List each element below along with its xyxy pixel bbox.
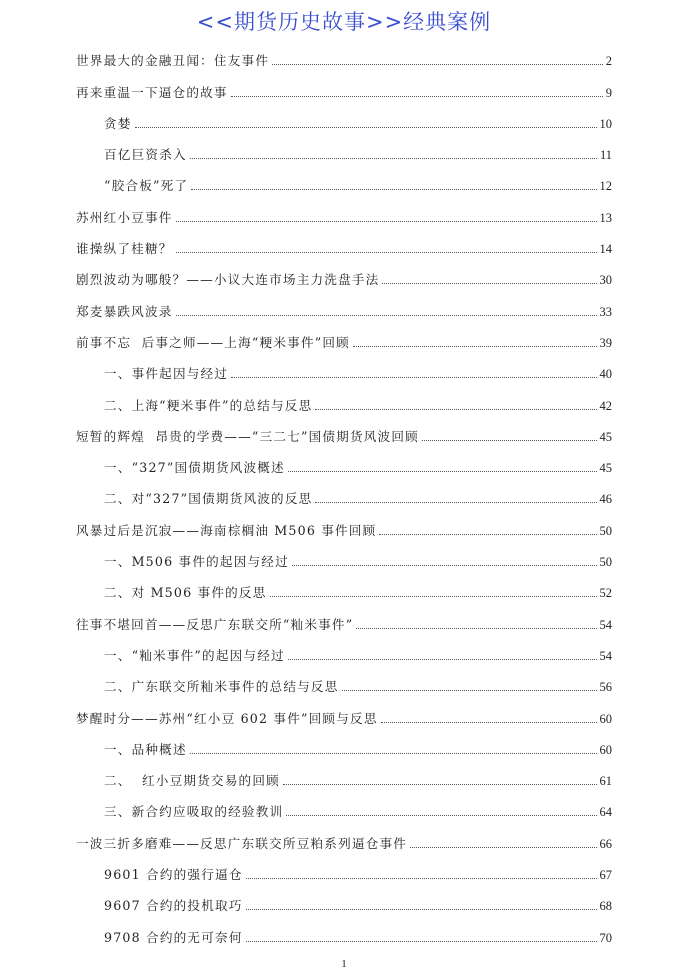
toc-entry-label: 一、事件起因与经过 bbox=[104, 366, 229, 382]
toc-entry-page: 12 bbox=[599, 179, 612, 194]
dot-leader bbox=[283, 784, 597, 785]
toc-entry-label: 梦醒时分——苏州“红小豆 602 事件”回顾与反思 bbox=[76, 710, 378, 726]
dot-leader bbox=[246, 878, 597, 879]
toc-entry-label: 一、“327”国债期货风波概述 bbox=[104, 460, 285, 476]
toc-entry[interactable] bbox=[76, 669, 612, 700]
toc-entry-label: 二、广东联交所籼米事件的总结与反思 bbox=[104, 679, 339, 695]
toc-entry-label: 剧烈波动为哪般？——小议大连市场主力洗盘手法 bbox=[76, 272, 380, 288]
toc-entry-label: 再来重温一下逼仓的故事 bbox=[76, 84, 228, 100]
dot-leader bbox=[382, 283, 596, 284]
toc-entry[interactable] bbox=[76, 450, 612, 481]
toc-entry-label: 9601 合约的强行逼仓 bbox=[104, 867, 243, 883]
dot-leader bbox=[315, 409, 596, 410]
dot-leader bbox=[353, 346, 597, 347]
toc-entry[interactable] bbox=[76, 137, 612, 168]
dot-leader bbox=[315, 502, 596, 503]
toc-entry-label: 9607 合约的投机取巧 bbox=[104, 898, 243, 914]
toc-entry[interactable] bbox=[76, 419, 612, 450]
toc-entry-page: 33 bbox=[599, 304, 612, 319]
dot-leader bbox=[272, 64, 603, 65]
toc-entry[interactable] bbox=[76, 700, 612, 731]
toc-entry[interactable] bbox=[76, 168, 612, 199]
toc-entry[interactable] bbox=[76, 544, 612, 575]
toc-entry[interactable] bbox=[76, 606, 612, 637]
toc-entry[interactable] bbox=[76, 575, 612, 606]
toc-entry[interactable] bbox=[76, 512, 612, 543]
toc-entry-page: 67 bbox=[599, 868, 612, 883]
dot-leader bbox=[356, 628, 596, 629]
dot-leader bbox=[231, 96, 603, 97]
toc-entry-page: 52 bbox=[599, 586, 612, 601]
dot-leader bbox=[379, 534, 596, 535]
dot-leader bbox=[176, 221, 597, 222]
toc-entry-page: 60 bbox=[599, 711, 612, 726]
toc-entry-label: “胶合板”死了 bbox=[104, 178, 189, 194]
toc-entry-page: 11 bbox=[599, 148, 612, 163]
dot-leader bbox=[410, 847, 596, 848]
dot-leader bbox=[246, 909, 597, 910]
toc-entry-page: 50 bbox=[599, 555, 612, 570]
toc-entry-label: 二、对 M506 事件的反思 bbox=[104, 585, 267, 601]
toc-entry-page: 45 bbox=[599, 461, 612, 476]
toc-entry[interactable] bbox=[76, 106, 612, 137]
dot-leader bbox=[342, 690, 597, 691]
toc-entry-page: 14 bbox=[599, 242, 612, 257]
toc-entry-page: 39 bbox=[599, 335, 612, 350]
toc-entry-page: 54 bbox=[599, 648, 612, 663]
dot-leader bbox=[286, 815, 596, 816]
toc-entry[interactable] bbox=[76, 293, 612, 324]
page-number: 1 bbox=[341, 958, 347, 970]
toc-entry-page: 61 bbox=[599, 774, 612, 789]
toc-entry-label: 一、M506 事件的起因与经过 bbox=[104, 554, 289, 570]
document-title: <<期货历史故事>>经典案例 bbox=[196, 10, 492, 34]
toc-entry-label: 百亿巨资杀入 bbox=[104, 147, 187, 163]
dot-leader bbox=[422, 440, 597, 441]
toc-entry[interactable] bbox=[76, 199, 612, 230]
toc-entry[interactable] bbox=[76, 387, 612, 418]
dot-leader bbox=[381, 722, 597, 723]
toc-entry-label: 贪婪 bbox=[104, 115, 132, 131]
toc-entry[interactable] bbox=[76, 43, 612, 74]
toc-entry[interactable] bbox=[76, 888, 612, 919]
toc-entry[interactable] bbox=[76, 231, 612, 262]
toc-entry-label: 短暂的辉煌 昂贵的学费——“三二七”国债期货风波回顾 bbox=[76, 428, 419, 444]
dot-leader bbox=[190, 158, 597, 159]
toc-entry-page: 10 bbox=[599, 116, 612, 131]
dot-leader bbox=[246, 941, 597, 942]
toc-entry[interactable] bbox=[76, 857, 612, 888]
toc-entry-page: 42 bbox=[599, 398, 612, 413]
toc-entry-label: 9708 合约的无可奈何 bbox=[104, 929, 243, 945]
toc-entry[interactable] bbox=[76, 919, 612, 950]
toc-entry-page: 40 bbox=[599, 367, 612, 382]
toc-entry-label: 谁操纵了桂糖？ bbox=[76, 241, 173, 257]
toc-entry-label: 苏州红小豆事件 bbox=[76, 209, 173, 225]
toc-entry-label: 一、“籼米事件”的起因与经过 bbox=[104, 647, 285, 663]
toc-entry-label: 二、 红小豆期货交易的回顾 bbox=[104, 773, 280, 789]
toc-entry[interactable] bbox=[76, 763, 612, 794]
toc-entry-page: 45 bbox=[599, 429, 612, 444]
dot-leader bbox=[176, 252, 597, 253]
toc-entry-page: 9 bbox=[605, 85, 612, 100]
toc-entry-label: 三、新合约应吸取的经验教训 bbox=[104, 804, 284, 820]
toc-entry[interactable] bbox=[76, 732, 612, 763]
toc-entry-page: 2 bbox=[605, 54, 612, 69]
toc-entry-page: 64 bbox=[599, 805, 612, 820]
toc-entry-page: 46 bbox=[599, 492, 612, 507]
dot-leader bbox=[288, 471, 597, 472]
toc-entry-page: 66 bbox=[599, 836, 612, 851]
dot-leader bbox=[292, 565, 597, 566]
toc-entry-page: 60 bbox=[599, 742, 612, 757]
toc-entry-label: 郑麦暴跌风波录 bbox=[76, 303, 173, 319]
dot-leader bbox=[191, 189, 596, 190]
toc-entry-page: 70 bbox=[599, 930, 612, 945]
table-of-contents bbox=[76, 43, 612, 951]
toc-entry[interactable] bbox=[76, 262, 612, 293]
toc-entry-label: 世界最大的金融丑闻：住友事件 bbox=[76, 53, 270, 69]
toc-entry[interactable] bbox=[76, 74, 612, 105]
toc-entry-page: 30 bbox=[599, 273, 612, 288]
toc-entry-page: 68 bbox=[599, 899, 612, 914]
toc-entry-label: 一波三折多磨难——反思广东联交所豆粕系列逼仓事件 bbox=[76, 835, 408, 851]
toc-entry[interactable] bbox=[76, 325, 612, 356]
toc-entry[interactable] bbox=[76, 825, 612, 856]
toc-entry-label: 风暴过后是沉寂——海南棕榈油 M506 事件回顾 bbox=[76, 522, 377, 538]
toc-entry-label: 一、品种概述 bbox=[104, 741, 187, 757]
toc-entry-label: 二、对“327”国债期货风波的反思 bbox=[104, 491, 313, 507]
toc-entry-page: 50 bbox=[599, 523, 612, 538]
toc-entry[interactable] bbox=[76, 481, 612, 512]
dot-leader bbox=[176, 315, 597, 316]
dot-leader bbox=[190, 753, 597, 754]
dot-leader bbox=[231, 377, 596, 378]
toc-entry[interactable] bbox=[76, 638, 612, 669]
dot-leader bbox=[270, 596, 597, 597]
toc-entry-page: 54 bbox=[599, 617, 612, 632]
dot-leader bbox=[288, 659, 597, 660]
dot-leader bbox=[135, 127, 597, 128]
toc-entry-label: 二、上海“粳米事件”的总结与反思 bbox=[104, 397, 313, 413]
toc-entry-page: 56 bbox=[599, 680, 612, 695]
toc-entry-page: 13 bbox=[599, 210, 612, 225]
toc-entry[interactable] bbox=[76, 356, 612, 387]
toc-entry-label: 前事不忘 后事之师——上海“粳米事件”回顾 bbox=[76, 334, 350, 350]
toc-entry[interactable] bbox=[76, 794, 612, 825]
toc-entry-label: 往事不堪回首——反思广东联交所“籼米事件” bbox=[76, 616, 354, 632]
